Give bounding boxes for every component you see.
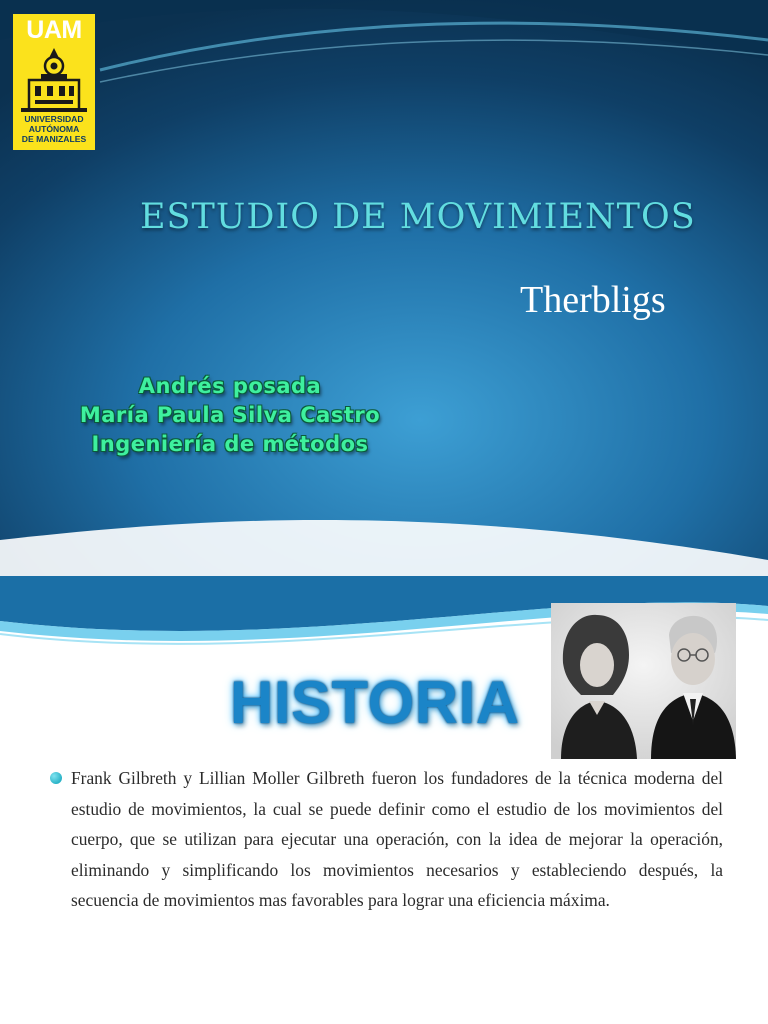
round-bullet-icon (50, 772, 62, 784)
logo-line-2: AUTÓNOMA (28, 124, 80, 134)
portrait-photo-icon (551, 603, 736, 759)
course-name: Ingeniería de métodos (91, 432, 369, 456)
slide-title: ESTUDIO DE MOVIMIENTOS (140, 197, 696, 237)
section-heading: HISTORIA (230, 669, 520, 736)
logo-acronym: UAM (26, 16, 82, 44)
history-paragraph: Frank Gilbreth y Lillian Moller Gilbreth fueron los fundadores de la técnica moderna del estudio de movimientos, la cual se puede definir como el estudio de los movimientos del cuerpo, que se utilizan para ejecutar una operación, con la idea de mejorar la operación, eliminando y simplificando los movimientos necesarios y estableciendo después, la secuencia de movimientos mas favorables para lograr una eficiencia máxima. (71, 768, 723, 910)
gilbreth-portrait-image (551, 603, 736, 759)
building-icon (21, 44, 87, 112)
logo-line-3: DE MANIZALES (21, 134, 87, 144)
authors-block (0, 372, 460, 459)
slide-subtitle: Therbligs (520, 279, 666, 321)
university-logo (13, 14, 95, 150)
logo-university-name (13, 114, 95, 144)
logo-line-1: UNIVERSIDAD (24, 114, 84, 124)
history-slide (0, 576, 768, 1024)
author-1: Andrés posada (138, 374, 322, 398)
author-2: María Paula Silva Castro (79, 403, 381, 427)
